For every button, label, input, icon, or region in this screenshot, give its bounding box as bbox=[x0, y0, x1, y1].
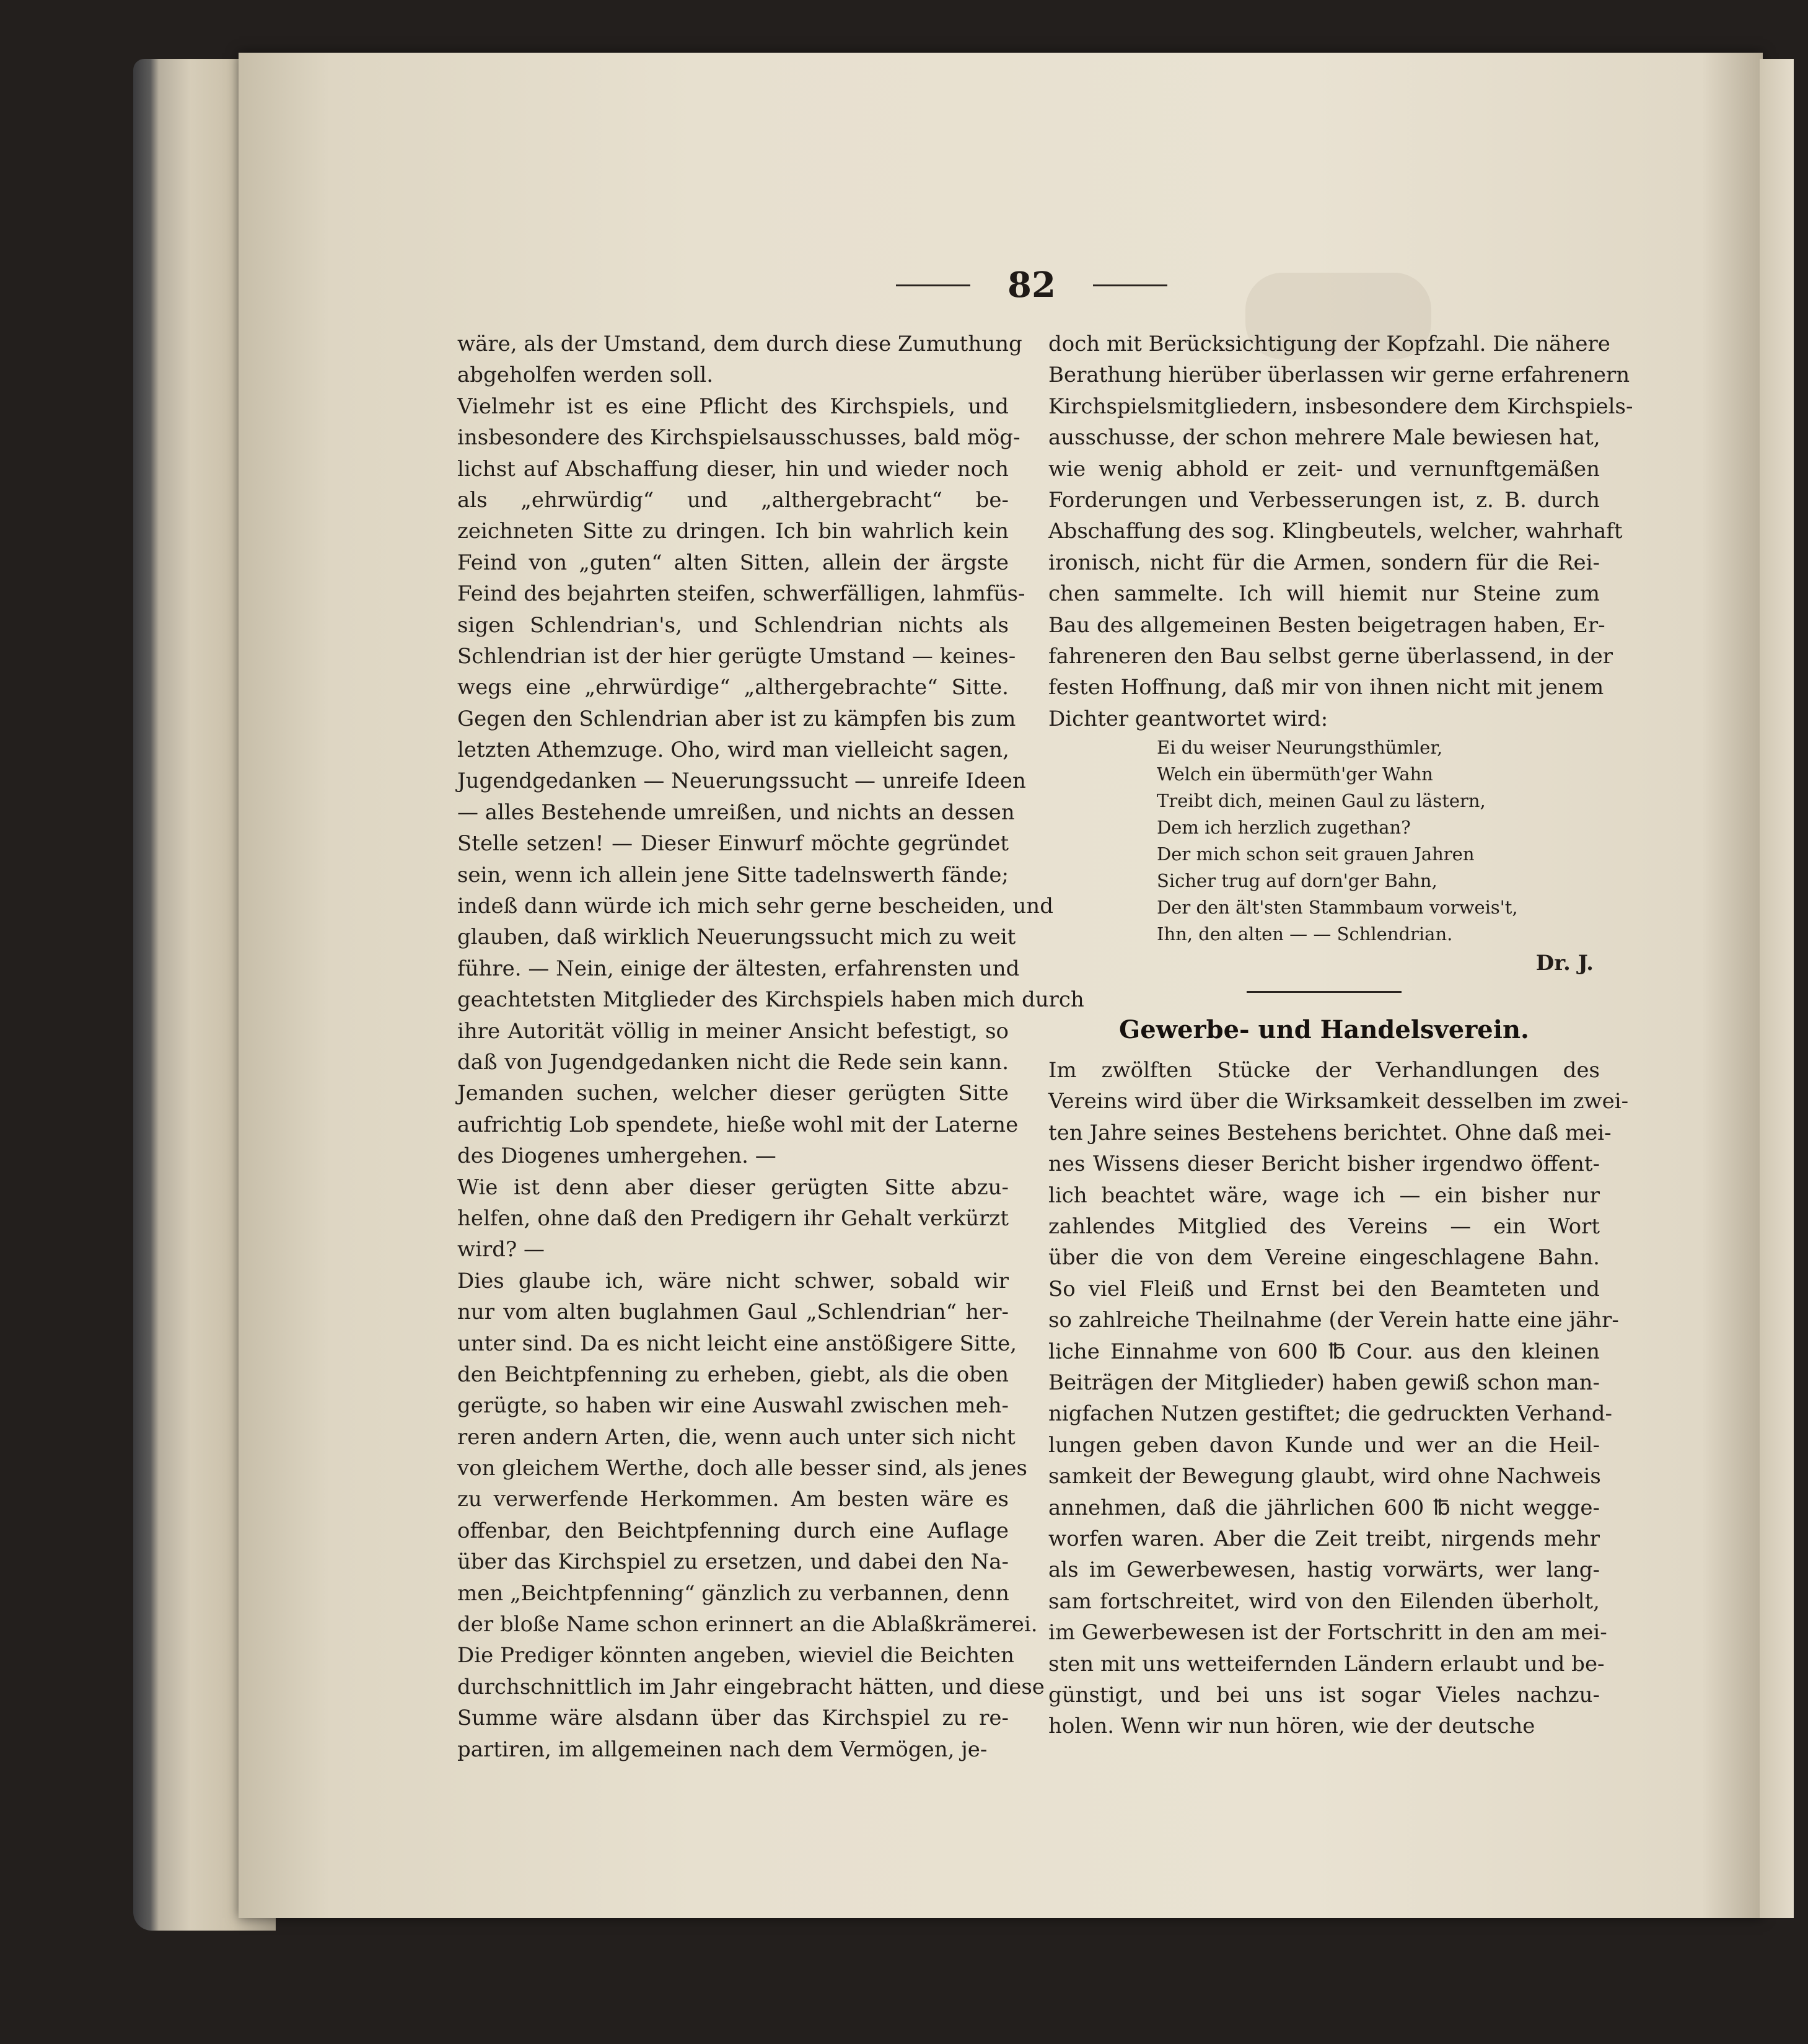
text-line: holen. Wenn wir nun hören, wie der deutsche bbox=[1048, 1714, 1535, 1739]
text-line: günstigt, und bei uns ist sogar Vieles nachzu- bbox=[1048, 1682, 1600, 1707]
text-line: der bloße Name schon erinnert an die Ablaßkrämerei. bbox=[457, 1612, 1038, 1637]
text-line: des Diogenes umhergehen. — bbox=[457, 1143, 776, 1169]
text-line: im Gewerbewesen ist der Fortschritt in den am mei- bbox=[1048, 1620, 1607, 1645]
text-line: sein, wenn ich allein jene Sitte tadelnswerth fände; bbox=[457, 862, 1009, 888]
text-line: zahlendes Mitglied des Vereins — ein Wort bbox=[1048, 1214, 1600, 1240]
text-line: Stelle setzen! — Dieser Einwurf möchte gegründet bbox=[457, 831, 1009, 857]
text-line: führe. — Nein, einige der ältesten, erfahrensten und bbox=[457, 956, 1020, 981]
text-line: sam fortschreitet, wird von den Eilenden überholt, bbox=[1048, 1588, 1600, 1614]
text-line: nigfachen Nutzen gestiftet; die gedruckten Verhand- bbox=[1048, 1401, 1612, 1427]
text-line: so zahlreiche Theilnahme (der Verein hatte eine jähr- bbox=[1048, 1308, 1619, 1333]
text-line: ten Jahre seines Bestehens berichtet. Ohne daß mei- bbox=[1048, 1120, 1612, 1145]
text-line: chen sammelte. Ich will hiemit nur Steine zum bbox=[1048, 581, 1600, 607]
text-line: aufrichtig Lob spendete, hieße wohl mit der Laterne bbox=[457, 1112, 1019, 1137]
text-line: unter sind. Da es nicht leicht eine anstößigere Sitte, bbox=[457, 1331, 1017, 1356]
text-line: sigen Schlendrian's, und Schlendrian nichts als bbox=[457, 612, 1009, 638]
text-line: über die von dem Vereine eingeschlagene Bahn. bbox=[1048, 1245, 1600, 1271]
text-line: ausschusse, der schon mehrere Male bewiesen hat, bbox=[1048, 425, 1600, 451]
text-line: Beiträgen der Mitglieder) haben gewiß schon man- bbox=[1048, 1370, 1600, 1395]
text-line: Summe wäre alsdann über das Kirchspiel zu re- bbox=[457, 1706, 1009, 1731]
text-line: Gegen den Schlendrian aber ist zu kämpfen bis zum bbox=[457, 706, 1016, 731]
section-divider bbox=[1247, 991, 1402, 993]
text-line: abgeholfen werden soll. bbox=[457, 363, 714, 388]
text-line: wie wenig abhold er zeit- und vernunftgemäßen bbox=[1048, 456, 1600, 482]
text-line: Im zwölften Stücke der Verhandlungen des bbox=[1048, 1058, 1600, 1083]
text-line: ironisch, nicht für die Armen, sondern für die Rei- bbox=[1048, 550, 1600, 575]
text-line: wird? — bbox=[457, 1237, 545, 1262]
text-line: fahreneren den Bau selbst gerne überlassend, in der bbox=[1048, 643, 1613, 669]
text-line: letzten Athemzuge. Oho, wird man vielleicht sagen, bbox=[457, 738, 1009, 763]
poem bbox=[1157, 734, 1600, 948]
text-line: den Beichtpfenning zu erheben, giebt, als die oben bbox=[457, 1362, 1009, 1387]
poem-line: Dem ich herzlich zugethan? bbox=[1157, 817, 1411, 839]
header-rule-left bbox=[896, 284, 970, 286]
right-text-column bbox=[1048, 328, 1633, 1742]
text-line: Forderungen und Verbesserungen ist, z. B. durch bbox=[1048, 487, 1600, 513]
text-line: Feind des bejahrten steifen, schwerfälligen, lahmfüs- bbox=[457, 581, 1025, 607]
text-line: Vereins wird über die Wirksamkeit desselben im zwei- bbox=[1048, 1089, 1629, 1114]
text-line: festen Hoffnung, daß mir von ihnen nicht mit jenem bbox=[1048, 675, 1604, 700]
text-line: glauben, daß wirklich Neuerungssucht mich zu weit bbox=[457, 925, 1016, 950]
text-line: Bau des allgemeinen Besten beigetragen haben, Er- bbox=[1048, 612, 1605, 638]
text-line: nes Wissens dieser Bericht bisher irgendwo öffent- bbox=[1048, 1152, 1600, 1177]
text-line: wäre, als der Umstand, dem durch diese Zumuthung bbox=[457, 332, 1022, 356]
text-line: daß von Jugendgedanken nicht die Rede sein kann. bbox=[457, 1049, 1009, 1075]
text-line: über das Kirchspiel zu ersetzen, und dabei den Na- bbox=[457, 1549, 1009, 1575]
text-line: Feind von „guten“ alten Sitten, allein der ärgste bbox=[457, 550, 1009, 575]
text-line: lichst auf Abschaffung dieser, hin und wieder noch bbox=[457, 456, 1009, 482]
text-line: wegs eine „ehrwürdige“ „althergebrachte“ Sitte. bbox=[457, 675, 1009, 700]
left-text-column bbox=[457, 328, 1084, 1765]
poem-line: Der mich schon seit grauen Jahren bbox=[1157, 844, 1475, 865]
text-line: Jugendgedanken — Neuerungssucht — unreife Ideen bbox=[457, 769, 1026, 794]
text-line: gerügte, so haben wir eine Auswahl zwischen meh- bbox=[457, 1393, 1009, 1419]
right-column-top-text bbox=[1048, 328, 1633, 734]
text-line: Schlendrian ist der hier gerügte Umstand — keines- bbox=[457, 643, 1016, 669]
text-line: Vielmehr ist es eine Pflicht des Kirchspiels, und bbox=[457, 394, 1009, 419]
text-line: indeß dann würde ich mich sehr gerne bescheiden, und bbox=[457, 894, 1053, 919]
text-line: Wie ist denn aber dieser gerügten Sitte abzu- bbox=[457, 1174, 1009, 1200]
text-line: men „Beichtpfenning“ gänzlich zu verbannen, denn bbox=[457, 1580, 1009, 1606]
text-line: als „ehrwürdig“ und „althergebracht“ be- bbox=[457, 487, 1009, 513]
text-line: insbesondere des Kirchspielsausschusses, bald mög- bbox=[457, 425, 1020, 451]
text-line: geachtetsten Mitglieder des Kirchspiels haben mich durch bbox=[457, 987, 1084, 1013]
text-line: zeichneten Sitte zu dringen. Ich bin wahrlich kein bbox=[457, 519, 1009, 544]
page-header bbox=[880, 263, 1183, 307]
poem-line: Treibt dich, meinen Gaul zu lästern, bbox=[1157, 790, 1486, 812]
text-line: Jemanden suchen, welcher dieser gerügten Sitte bbox=[457, 1081, 1009, 1106]
text-line: So viel Fleiß und Ernst bei den Beamteten und bbox=[1048, 1276, 1600, 1302]
section-title: Gewerbe- und Handelsverein. bbox=[1119, 1015, 1529, 1045]
text-line: durchschnittlich im Jahr eingebracht hätten, und diese bbox=[457, 1674, 1045, 1699]
text-line: Dies glaube ich, wäre nicht schwer, sobald wir bbox=[457, 1268, 1009, 1293]
text-line: als im Gewerbewesen, hastig vorwärts, wer lang- bbox=[1048, 1557, 1600, 1583]
text-line: sten mit uns wetteifernden Ländern erlaubt und be- bbox=[1048, 1651, 1605, 1676]
text-line: von gleichem Werthe, doch alle besser sind, als jenes bbox=[457, 1456, 1027, 1481]
poem-line: Ei du weiser Neurungsthümler, bbox=[1157, 737, 1443, 759]
facing-page-edge bbox=[1760, 59, 1794, 1918]
text-line: lich beachtet wäre, wage ich — ein bisher nur bbox=[1048, 1183, 1600, 1208]
header-rule-right bbox=[1093, 284, 1167, 286]
poem-line: Ihn, den alten — — Schlendrian. bbox=[1157, 923, 1453, 945]
text-line: Kirchspielsmitgliedern, insbesondere dem Kirchspiels- bbox=[1048, 394, 1633, 419]
poem-line: Welch ein übermüth'ger Wahn bbox=[1157, 764, 1433, 785]
text-line: liche Einnahme von 600 ℔ Cour. aus den kleinen bbox=[1048, 1339, 1600, 1364]
text-line: helfen, ohne daß den Predigern ihr Gehalt verkürzt bbox=[457, 1205, 1009, 1231]
text-line: annehmen, daß die jährlichen 600 ℔ nicht wegge- bbox=[1048, 1495, 1600, 1520]
text-line: Abschaffung des sog. Klingbeutels, welcher, wahrhaft bbox=[1048, 519, 1623, 544]
text-line: — alles Bestehende umreißen, und nichts an dessen bbox=[457, 800, 1015, 825]
text-line: Berathung hierüber überlassen wir gerne erfahrenern bbox=[1048, 363, 1630, 388]
text-line: offenbar, den Beichtpfenning durch eine Auflage bbox=[457, 1518, 1009, 1543]
poem-line: Sicher trug auf dorn'ger Bahn, bbox=[1157, 870, 1437, 892]
text-line: nur vom alten buglahmen Gaul „Schlendrian“ her- bbox=[457, 1300, 1009, 1325]
signature: Dr. J. bbox=[1535, 951, 1594, 976]
text-line: ihre Autorität völlig in meiner Ansicht befestigt, so bbox=[457, 1018, 1009, 1044]
page-number: 82 bbox=[1007, 265, 1056, 306]
text-line: partiren, im allgemeinen nach dem Vermögen, je- bbox=[457, 1737, 988, 1762]
text-line: zu verwerfende Herkommen. Am besten wäre es bbox=[457, 1487, 1009, 1512]
text-line: Dichter geantwortet wird: bbox=[1048, 706, 1328, 731]
text-line: worfen waren. Aber die Zeit treibt, nirgends mehr bbox=[1048, 1526, 1600, 1551]
text-line: Die Prediger könnten angeben, wieviel die Beichten bbox=[457, 1643, 1014, 1668]
text-line: doch mit Berücksichtigung der Kopfzahl. Die nähere bbox=[1048, 332, 1610, 356]
text-line: lungen geben davon Kunde und wer an die Heil- bbox=[1048, 1432, 1600, 1458]
right-column-bottom-text bbox=[1048, 1055, 1629, 1742]
text-line: samkeit der Bewegung glaubt, wird ohne Nachweis bbox=[1048, 1464, 1601, 1489]
poem-line: Der den ält'sten Stammbaum vorweis't, bbox=[1157, 897, 1518, 918]
text-line: reren andern Arten, die, wenn auch unter sich nicht bbox=[457, 1424, 1016, 1450]
